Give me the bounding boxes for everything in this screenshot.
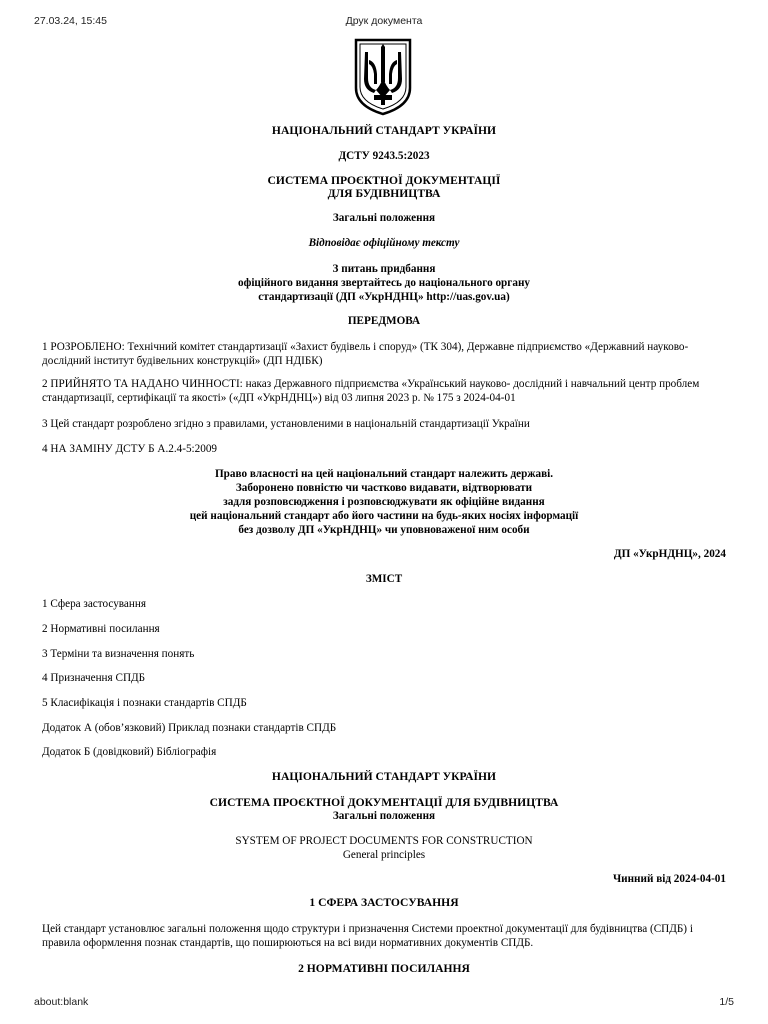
toc-item: 2 Нормативні посилання bbox=[42, 623, 160, 635]
standard-code: ДСТУ 9243.5:2023 bbox=[338, 150, 430, 162]
copyright-line1: Право власності на цей національний стандарт належить державі. bbox=[214, 468, 554, 480]
toc-item: 5 Класифікація і познаки стандартів СПДБ bbox=[42, 697, 247, 709]
section2-heading: 2 НОРМАТИВНІ ПОСИЛАННЯ bbox=[298, 962, 470, 975]
copyright-line3: задля розповсюдження і розповсюджувати як офіційне видання bbox=[223, 496, 545, 508]
toc-item: 3 Терміни та визначення понять bbox=[42, 648, 195, 660]
body-title: СИСТЕМА ПРОЄКТНОЇ ДОКУМЕНТАЦІЇ ДЛЯ БУДІВНИЦТВА bbox=[209, 796, 559, 809]
english-subtitle: General principles bbox=[342, 849, 426, 861]
trident-coat-of-arms-icon bbox=[352, 38, 414, 116]
print-datetime: 27.03.24, 15:45 bbox=[34, 15, 107, 27]
foreword-p1-line2: дослідний інститут будівельних конструкцій» (ДП НДІБК) bbox=[42, 355, 323, 367]
foreword-p1-line1: 1 РОЗРОБЛЕНО: Технічний комітет стандартизації «Захист будівель і споруд» (ТК 304), Державне підприємство «Державний науково- bbox=[42, 341, 689, 353]
purchase-line2: офіційного видання звертайтесь до національного органу bbox=[237, 277, 530, 289]
print-footer bbox=[34, 996, 734, 1010]
foreword-heading: ПЕРЕДМОВА bbox=[347, 315, 421, 327]
toc-item: Додаток Б (довідковий) Бібліографія bbox=[42, 746, 217, 758]
print-url: about:blank bbox=[34, 996, 89, 1008]
print-header bbox=[34, 15, 734, 29]
purchase-line3: стандартизації (ДП «УкрНДНЦ» http://uas.gov.ua) bbox=[258, 291, 510, 303]
copyright-owner: ДП «УкрНДНЦ», 2024 bbox=[613, 548, 726, 560]
copyright-line2: Заборонено повністю чи частково видавати, відтворювати bbox=[235, 482, 533, 494]
cover-subtitle: Загальні положення bbox=[332, 212, 436, 224]
cover-title-line2: ДЛЯ БУДІВНИЦТВА bbox=[327, 187, 441, 200]
copyright-line4: цей національний стандарт або його частини на будь-яких носіях інформації bbox=[189, 510, 579, 522]
toc-item: 4 Призначення СПДБ bbox=[42, 672, 146, 684]
purchase-line1: З питань придбання bbox=[332, 263, 436, 275]
official-text-note: Відповідає офіційному тексту bbox=[308, 237, 460, 249]
page-number: 1/5 bbox=[719, 996, 734, 1008]
foreword-p2-line2: стандартизації, сертифікації та якості» («ДП «УкрНДНЦ») від 03 липня 2023 р. № 175 з 2024-04-01 bbox=[42, 392, 516, 404]
copyright-line5: без дозволу ДП «УкрНДНЦ» чи уповноваженої ним особи bbox=[238, 524, 530, 536]
section1-heading: 1 СФЕРА ЗАСТОСУВАННЯ bbox=[309, 896, 459, 909]
section1-line1: Цей стандарт установлює загальні положення щодо структури і призначення Системи проектної документації для будівництва (СПДБ) і bbox=[42, 923, 693, 935]
toc-heading: ЗМІСТ bbox=[365, 573, 403, 585]
toc-item: 1 Сфера застосування bbox=[42, 598, 147, 610]
effective-date: Чинний від 2024-04-01 bbox=[612, 873, 726, 885]
foreword-p3: 3 Цей стандарт розроблено згідно з правилами, установленими в національній стандартизації України bbox=[42, 418, 530, 430]
cover-title-line1: СИСТЕМА ПРОЄКТНОЇ ДОКУМЕНТАЦІЇ bbox=[267, 174, 501, 187]
foreword-p2-line1: 2 ПРИЙНЯТО ТА НАДАНО ЧИННОСТІ: наказ Державного підприємства «Український науково- дослідний і навчальний центр проблем bbox=[42, 378, 700, 390]
cover-heading: НАЦІОНАЛЬНИЙ СТАНДАРТ УКРАЇНИ bbox=[271, 124, 497, 137]
english-title: SYSTEM OF PROJECT DOCUMENTS FOR CONSTRUCTION bbox=[235, 835, 533, 847]
foreword-p4: 4 НА ЗАМІНУ ДСТУ Б А.2.4-5:2009 bbox=[42, 443, 218, 455]
section1-line2: правила оформлення познак стандартів, що поширюються на всі види нормативних документів СПДБ. bbox=[42, 937, 534, 949]
print-title: Друк документа bbox=[345, 15, 423, 27]
body-subtitle: Загальні положення bbox=[332, 810, 436, 822]
toc-item: Додаток А (обов’язковий) Приклад познаки стандартів СПДБ bbox=[42, 722, 337, 734]
body-heading: НАЦІОНАЛЬНИЙ СТАНДАРТ УКРАЇНИ bbox=[271, 770, 497, 783]
